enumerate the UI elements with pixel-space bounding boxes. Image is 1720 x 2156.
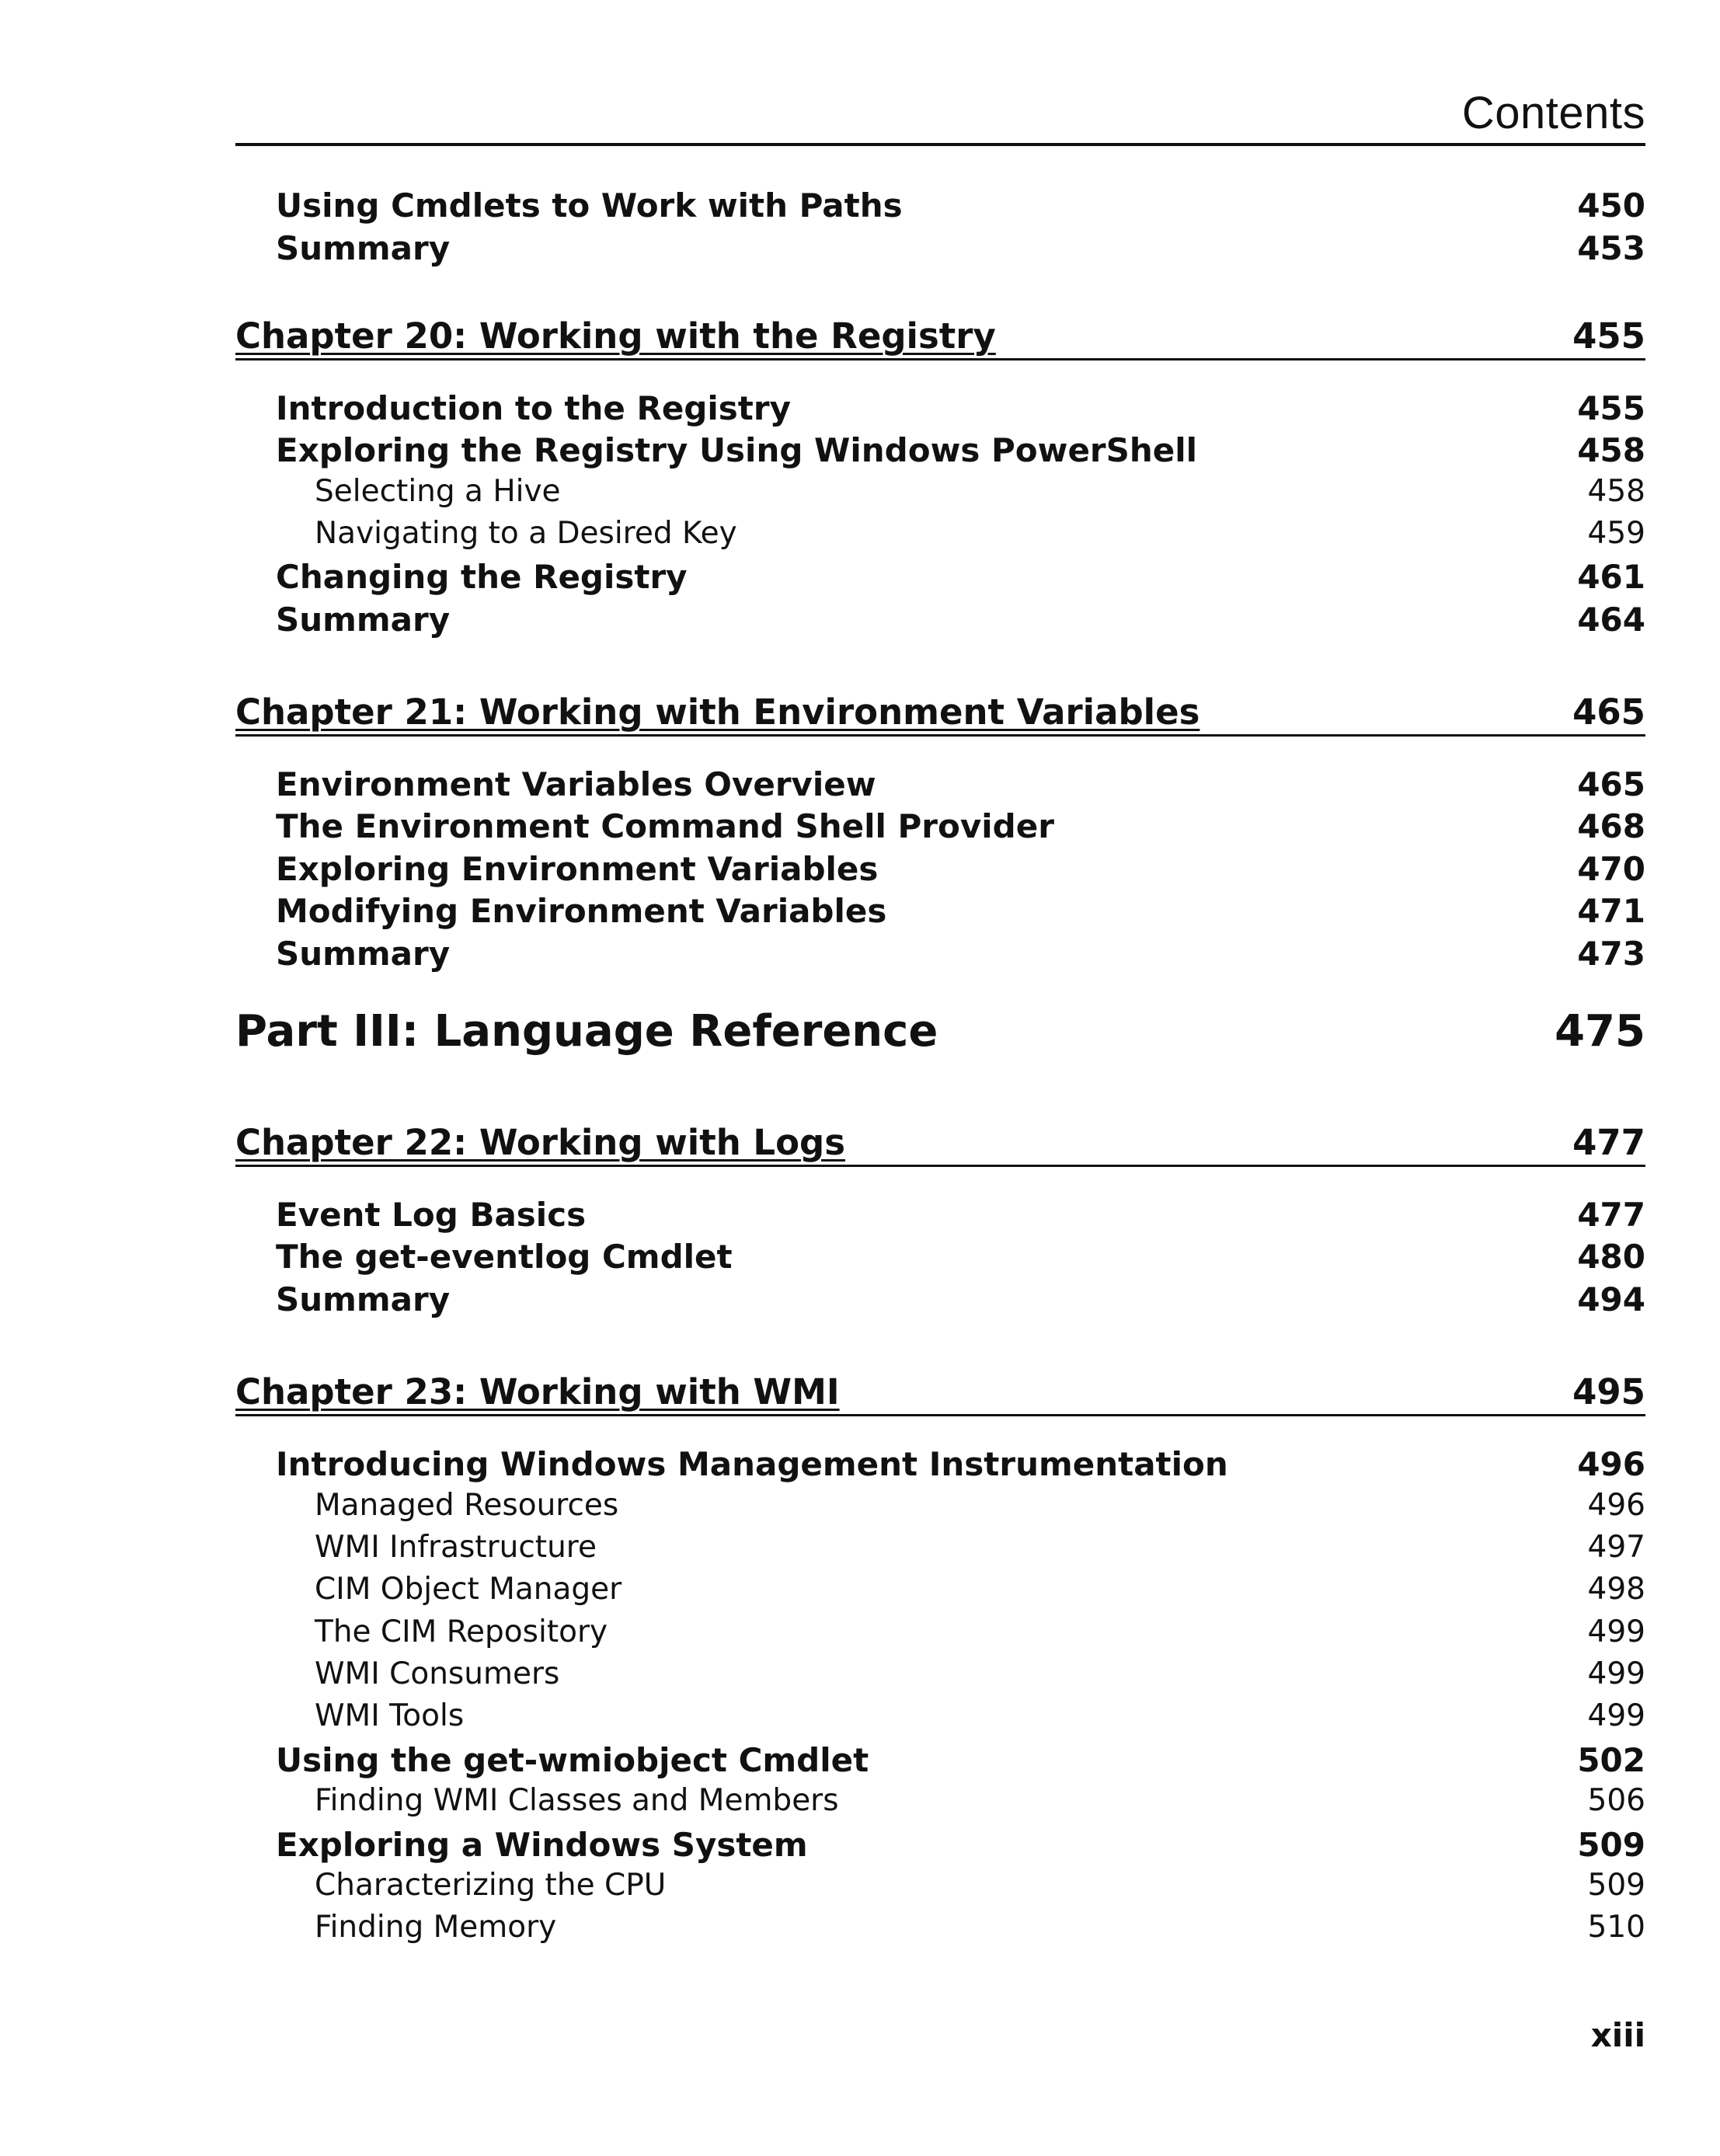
- toc-entry-label: Exploring Environment Variables: [276, 850, 879, 888]
- toc-entry-lvl1[interactable]: [235, 1826, 1645, 1864]
- toc-entry-page: 499: [1587, 1698, 1645, 1733]
- toc-entry-page: 471: [1577, 892, 1645, 930]
- toc-entry-lvl1[interactable]: [235, 765, 1645, 803]
- toc-entry-page: 499: [1587, 1614, 1645, 1649]
- toc-entry-label: Summary: [276, 935, 451, 973]
- toc-entry-page: 470: [1577, 850, 1645, 888]
- toc-entry-label: The CIM Repository: [315, 1614, 608, 1649]
- toc-entry-label: Introducing Windows Management Instrumentation: [276, 1445, 1228, 1483]
- toc-entry-label: Using Cmdlets to Work with Paths: [276, 186, 903, 225]
- toc-entry-page: 458: [1577, 431, 1645, 469]
- toc-entry-page: 506: [1587, 1783, 1645, 1818]
- toc-entry-lvl2[interactable]: [235, 1698, 1645, 1733]
- toc-entry-lvl1[interactable]: [235, 1280, 1645, 1318]
- toc-entry-label: Navigating to a Desired Key: [315, 516, 737, 551]
- toc-entry-page: 499: [1587, 1656, 1645, 1691]
- toc-entry-label: WMI Infrastructure: [315, 1530, 597, 1565]
- toc-entry-page: 465: [1577, 765, 1645, 803]
- toc-entry-label: Event Log Basics: [276, 1196, 587, 1234]
- toc-entry-page: 494: [1577, 1280, 1645, 1318]
- toc-entry-label: Changing the Registry: [276, 558, 688, 596]
- toc-entry-page: 477: [1577, 1196, 1645, 1234]
- toc-entry-label: WMI Consumers: [315, 1656, 560, 1691]
- toc-entry-lvl2[interactable]: [235, 1614, 1645, 1649]
- toc-entry-lvl1[interactable]: [235, 229, 1645, 267]
- toc-entry-label: Environment Variables Overview: [276, 765, 876, 803]
- toc-entry-page: 496: [1577, 1445, 1645, 1483]
- toc-entry-label: Exploring a Windows System: [276, 1826, 808, 1864]
- toc-entry-label: Chapter 21: Working with Environment Variables: [235, 691, 1200, 733]
- toc-entry-lvl2[interactable]: [235, 1910, 1645, 1945]
- toc-entry-label: The get-eventlog Cmdlet: [276, 1238, 733, 1276]
- toc-entry-lvl1[interactable]: [235, 601, 1645, 639]
- toc-entry-lvl1[interactable]: [235, 892, 1645, 930]
- toc-entry-page: 468: [1577, 807, 1645, 845]
- toc-entry-label: Chapter 22: Working with Logs: [235, 1122, 846, 1163]
- toc-entry-page: 498: [1587, 1572, 1645, 1607]
- toc-entry-chapter[interactable]: [235, 315, 1645, 360]
- footer-page-number: xiii: [1590, 2016, 1645, 2054]
- toc-entry-page: 510: [1587, 1910, 1645, 1945]
- toc-entry-page: 480: [1577, 1238, 1645, 1276]
- toc-entry-lvl1[interactable]: [235, 1741, 1645, 1779]
- toc-entry-page: 477: [1572, 1122, 1645, 1163]
- toc-entry-label: Chapter 23: Working with WMI: [235, 1371, 840, 1412]
- toc-entry-lvl2[interactable]: [235, 1656, 1645, 1691]
- toc-entry-page: 461: [1577, 558, 1645, 596]
- toc-entry-label: Part III: Language Reference: [235, 1006, 938, 1057]
- toc-entry-label: The Environment Command Shell Provider: [276, 807, 1054, 845]
- toc-entry-label: Selecting a Hive: [315, 474, 561, 509]
- toc-entry-lvl1[interactable]: [235, 850, 1645, 888]
- toc-entry-page: 453: [1577, 229, 1645, 267]
- toc-entry-label: Exploring the Registry Using Windows PowerShell: [276, 431, 1198, 469]
- toc-entry-lvl1[interactable]: [235, 1445, 1645, 1483]
- toc-entry-label: CIM Object Manager: [315, 1572, 622, 1607]
- toc-entry-page: 495: [1572, 1371, 1645, 1412]
- toc-entry-chapter[interactable]: [235, 1122, 1645, 1167]
- toc-entry-page: 475: [1555, 1006, 1645, 1057]
- toc-entry-lvl1[interactable]: [235, 1238, 1645, 1276]
- toc-entry-page: 458: [1587, 474, 1645, 509]
- header-rule: [235, 143, 1645, 146]
- toc-entry-page: 509: [1587, 1868, 1645, 1903]
- toc-entry-lvl1[interactable]: [235, 186, 1645, 225]
- toc-entry-lvl2[interactable]: [235, 1783, 1645, 1818]
- toc-entry-lvl2[interactable]: [235, 1572, 1645, 1607]
- toc-entry-chapter[interactable]: [235, 691, 1645, 737]
- toc-entry-label: WMI Tools: [315, 1698, 465, 1733]
- toc-entry-page: 464: [1577, 601, 1645, 639]
- toc-entry-page: 473: [1577, 935, 1645, 973]
- toc-entry-page: 459: [1587, 516, 1645, 551]
- toc-entry-label: Summary: [276, 229, 451, 267]
- toc-entry-lvl2[interactable]: [235, 1530, 1645, 1565]
- toc-entry-label: Using the get-wmiobject Cmdlet: [276, 1741, 869, 1779]
- toc-entry-page: 465: [1572, 691, 1645, 733]
- toc-entry-lvl2[interactable]: [235, 1868, 1645, 1903]
- toc-entry-label: Finding Memory: [315, 1910, 557, 1945]
- toc-entry-lvl1[interactable]: [235, 389, 1645, 427]
- toc-entry-lvl2[interactable]: [235, 474, 1645, 509]
- toc-entry-label: Summary: [276, 1280, 451, 1318]
- toc-entry-label: Chapter 20: Working with the Registry: [235, 315, 996, 357]
- toc-entry-lvl1[interactable]: [235, 431, 1645, 469]
- page-title: Contents: [1461, 88, 1645, 138]
- toc-entry-label: Summary: [276, 601, 451, 639]
- toc-entry-page: 509: [1577, 1826, 1645, 1864]
- toc-entry-label: Managed Resources: [315, 1488, 619, 1523]
- toc-entry-page: 455: [1572, 315, 1645, 357]
- toc-entry-page: 450: [1577, 186, 1645, 225]
- toc-entry-page: 496: [1587, 1488, 1645, 1523]
- toc-entry-label: Modifying Environment Variables: [276, 892, 887, 930]
- toc-entry-label: Introduction to the Registry: [276, 389, 791, 427]
- toc-entry-lvl1[interactable]: [235, 807, 1645, 845]
- toc-entry-page: 455: [1577, 389, 1645, 427]
- toc-entry-lvl1[interactable]: [235, 935, 1645, 973]
- toc-entry-lvl1[interactable]: [235, 558, 1645, 596]
- toc-entry-chapter[interactable]: [235, 1371, 1645, 1416]
- toc-entry-page: 497: [1587, 1530, 1645, 1565]
- toc-entry-lvl2[interactable]: [235, 1488, 1645, 1523]
- toc-entry-lvl1[interactable]: [235, 1196, 1645, 1234]
- toc-entry-label: Finding WMI Classes and Members: [315, 1783, 839, 1818]
- toc-entry-part[interactable]: [235, 1006, 1645, 1057]
- toc-entry-label: Characterizing the CPU: [315, 1868, 667, 1903]
- toc-page: [235, 0, 1645, 2156]
- toc-entry-lvl2[interactable]: [235, 516, 1645, 551]
- toc-entry-page: 502: [1577, 1741, 1645, 1779]
